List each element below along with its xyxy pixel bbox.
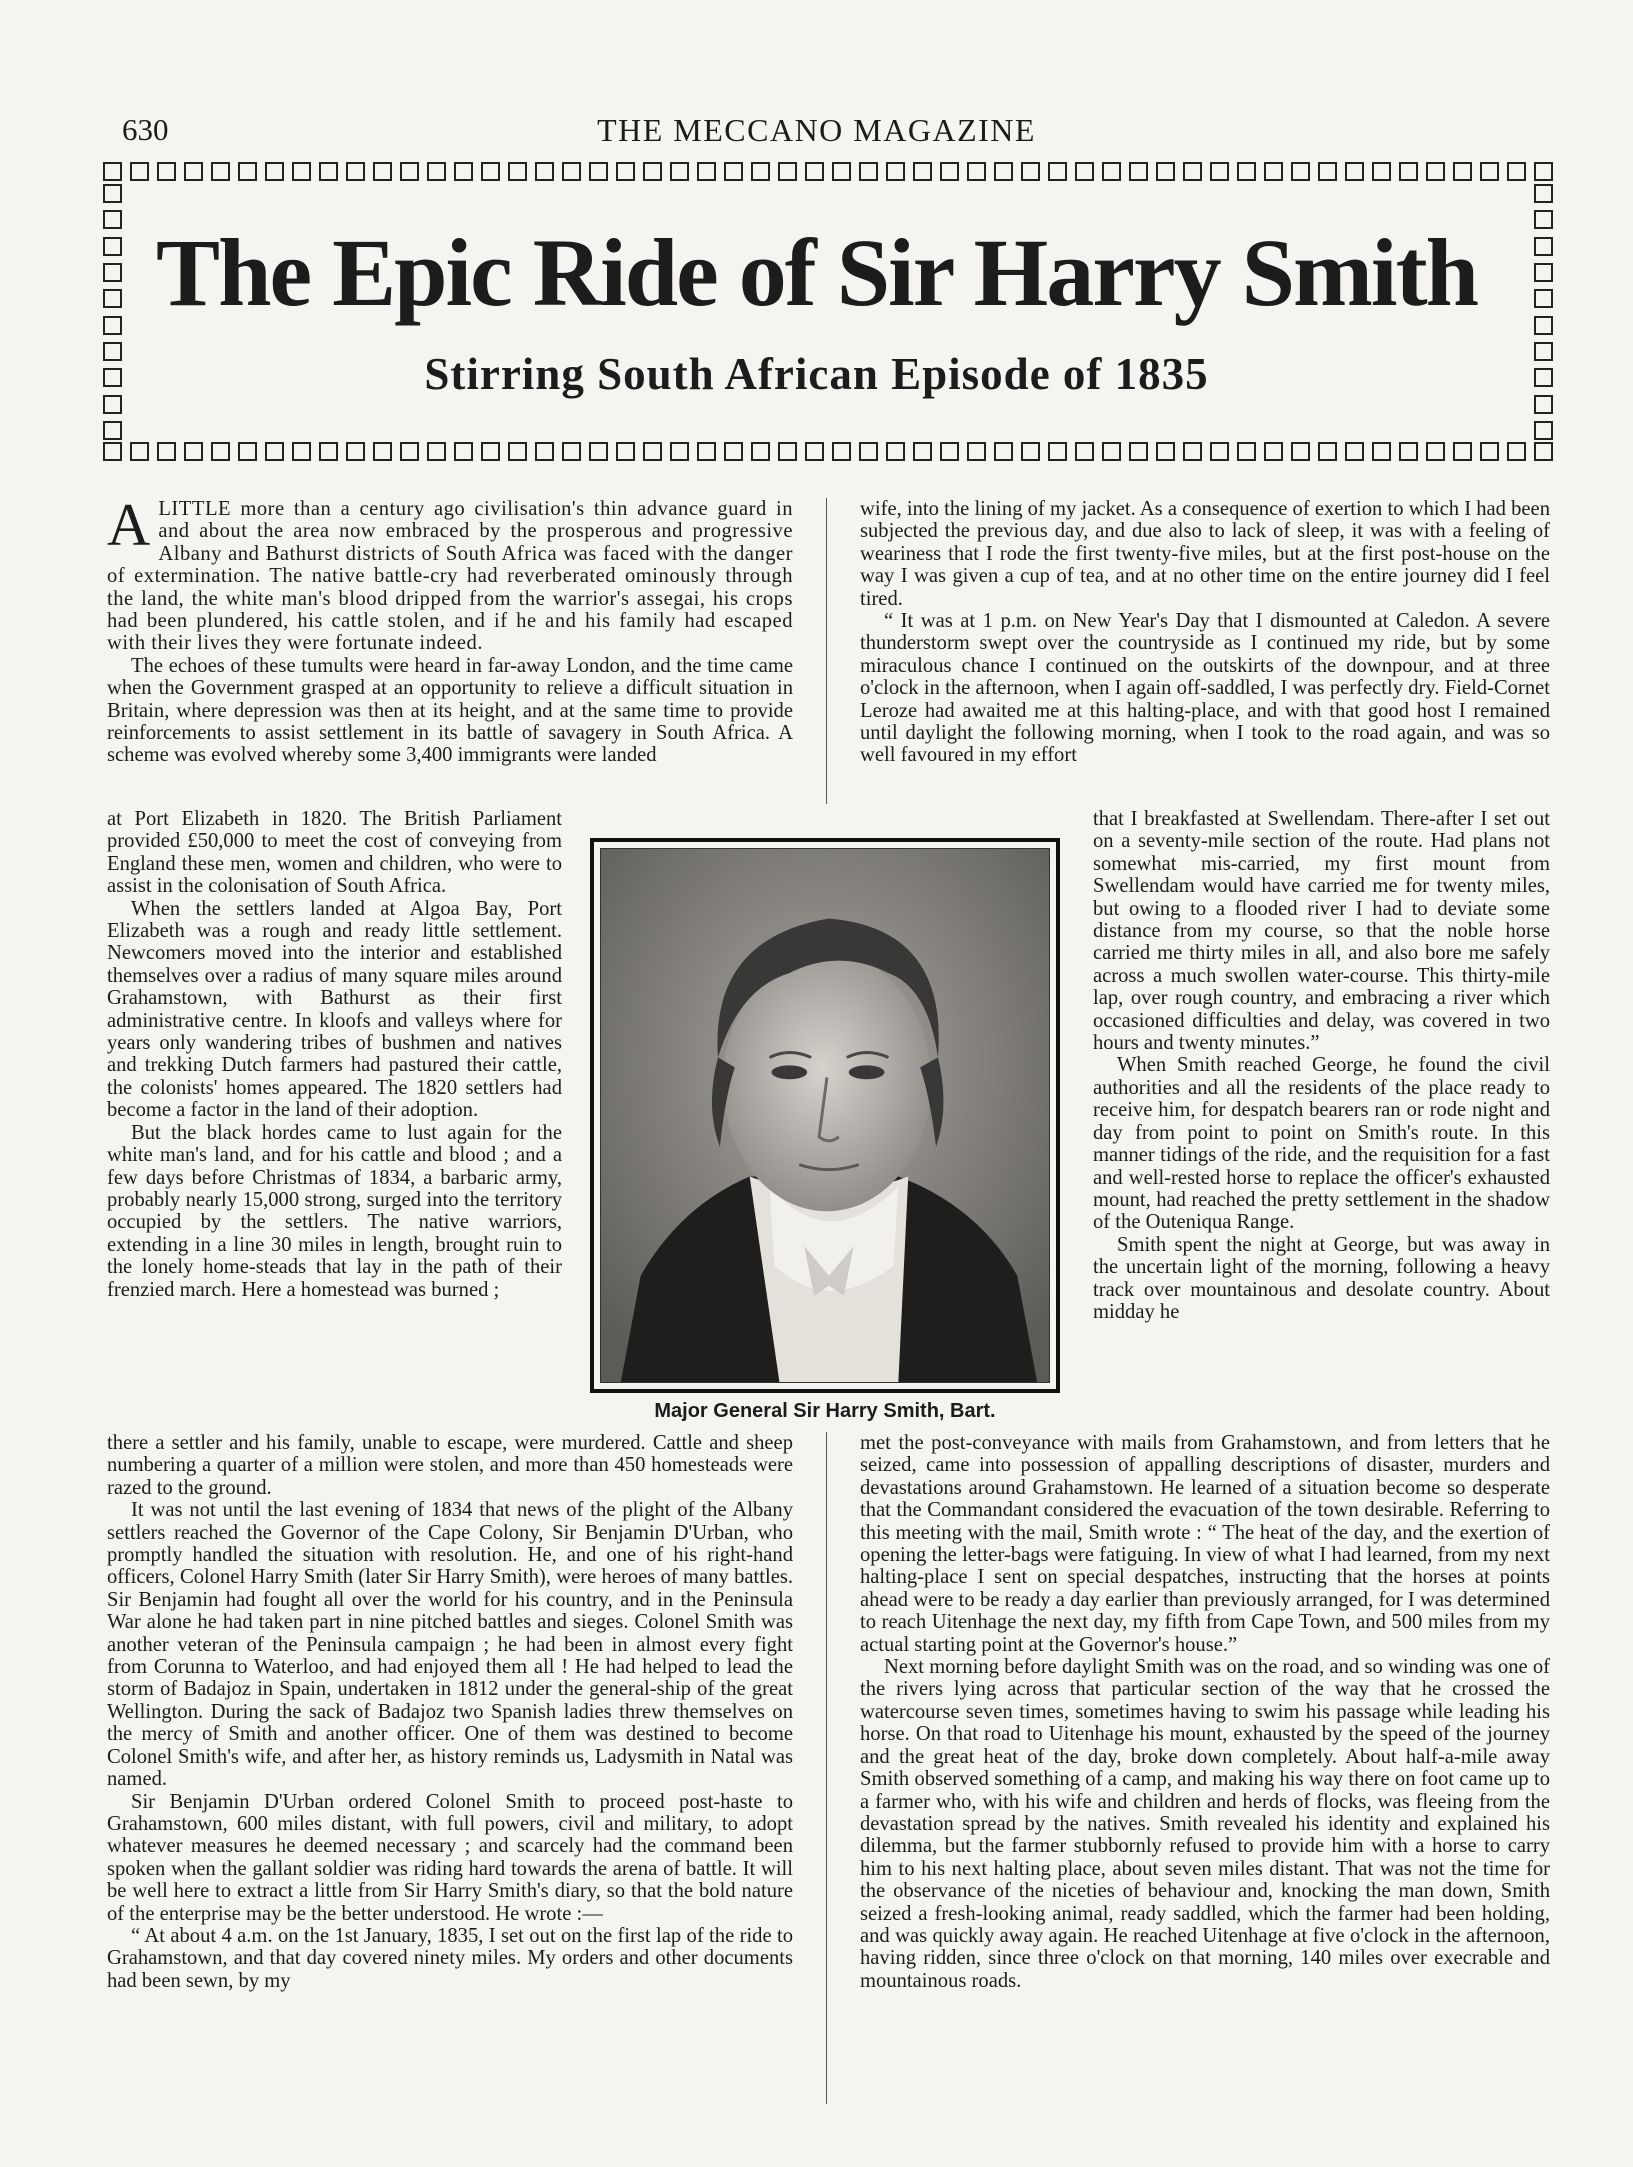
paragraph: Sir Benjamin D'Urban ordered Colonel Smith to proceed post-haste to Grahamstown, 600 miles distant, with full powers, civil and military, to adopt whatever measures he deemed necessary ; and scarcely had the command been spoken when the gallant soldier was riding hard towards the arena of battle. It will be well here to extract a little from Sir Harry Smith's diary, so that the bold nature of the enterprise may be the better understood. He wrote :— (107, 1790, 793, 1925)
border-square (1075, 442, 1094, 461)
magazine-title: THE MECCANO MAGAZINE (597, 112, 1036, 148)
border-square (1318, 162, 1337, 181)
column-divider (826, 1432, 827, 2104)
border-square (211, 442, 230, 461)
border-bottom-squares (103, 442, 1553, 462)
border-square (292, 162, 311, 181)
column-right-top (860, 498, 1550, 806)
border-square (1399, 162, 1418, 181)
border-square (913, 442, 932, 461)
border-square (1453, 162, 1472, 181)
paragraph: It was not until the last evening of 1834 that news of the plight of the Albany settlers reached the Governor of the Cape Colony, Sir Benjamin D'Urban, who promptly handled the situation with resolution. He, and one of his right-hand officers, Colonel Harry Smith (later Sir Harry Smith), were heroes of many battles. Sir Benjamin had fought all over the world for his country, and in the Peninsula War alone he had taken part in nine pitched battles and sieges. Colonel Smith was another veteran of the Peninsula campaign ; he had been in almost every fight from Corunna to Waterloo, and had enjoyed them all ! He had helped to lead the storm of Badajoz in Spain, undertaken in 1812 under the general-ship of the great Wellington. During the sack of Badajoz two Spanish ladies threw themselves on the mercy of Smith and another officer. One of them was destined to become Colonel Smith's wife, and after her, as history reminds us, Ladysmith in Natal was named. (107, 1499, 793, 1791)
border-square (238, 162, 257, 181)
border-square (103, 442, 122, 461)
border-square (1183, 442, 1202, 461)
border-square (265, 162, 284, 181)
border-square (1318, 442, 1337, 461)
border-square (589, 442, 608, 461)
border-square (562, 162, 581, 181)
border-square (1480, 162, 1499, 181)
border-square (157, 162, 176, 181)
paragraph: The echoes of these tumults were heard in far-away London, and the time came when the Government grasped at an opportunity to relieve a difficult situation in Britain, where depression was then at its height, and at the same time to provide reinforcements to assist settlement in its battle of savagery in South Africa. A scheme was evolved whereby some 3,400 immigrants were landed (107, 654, 793, 767)
border-square (562, 442, 581, 461)
running-head (0, 112, 1633, 152)
border-square (481, 442, 500, 461)
border-square (103, 395, 122, 414)
border-square (319, 442, 338, 461)
border-square (535, 162, 554, 181)
border-square (967, 162, 986, 181)
border-square (1264, 162, 1283, 181)
border-square (697, 162, 716, 181)
paragraph: at Port Elizabeth in 1820. The British Parliament provided £50,000 to meet the cost of conveying from England these men, women and children, who were to assist in the colonisation of South Africa. (107, 808, 562, 898)
border-square (535, 442, 554, 461)
border-square (130, 162, 149, 181)
border-square (751, 162, 770, 181)
border-square (670, 162, 689, 181)
article-subtitle: Stirring South African Episode of 1835 (424, 349, 1209, 399)
portrait-image (600, 848, 1050, 1383)
border-square (1291, 442, 1310, 461)
border-square (967, 442, 986, 461)
paragraph: Smith spent the night at George, but was away in the uncertain light of the morning, following a heavy track over mountainous and desolate country. About midday he (1093, 1233, 1550, 1323)
border-square (130, 442, 149, 461)
border-square (940, 442, 959, 461)
border-square (1156, 442, 1175, 461)
border-square (994, 162, 1013, 181)
border-square (373, 442, 392, 461)
border-square (454, 162, 473, 181)
border-square (1372, 442, 1391, 461)
border-square (157, 442, 176, 461)
border-square (1372, 162, 1391, 181)
border-square (103, 184, 122, 203)
border-square (1129, 162, 1148, 181)
border-square (1237, 162, 1256, 181)
border-square (1534, 421, 1553, 440)
border-square (346, 162, 365, 181)
border-square (1264, 442, 1283, 461)
border-square (589, 162, 608, 181)
border-square (886, 162, 905, 181)
border-square (616, 162, 635, 181)
border-square (832, 442, 851, 461)
paragraph: Next morning before daylight Smith was on the road, and so winding was one of the rivers lying across that particular section of the way that he crossed the watercourse seven times, sometimes having to swim his passage while leading his horse. On that road to Uitenhage his mount, exhausted by the speed of the journey and the great heat of the day, broke down completely. About half-a-mile away Smith observed something of a camp, and making his way there on foot came up to a farmer who, with his wife and children and herds of flocks, was fleeing from the devastation spread by the natives. Smith revealed his identity and explained his dilemma, but the farmer stubbornly refused to provide him with a horse to carry him to his next halting place, about seven miles distant. That was not the time for the observance of the niceties of behaviour and, knocking the man down, Smith seized a fresh-looking animal, ready saddled, which the farmer had been holding, and was quickly away again. He reached Uitenhage at five o'clock in the afternoon, having ridden, since three o'clock on that morning, 140 miles over execrable and mountainous roads. (860, 1656, 1550, 1992)
border-square (805, 442, 824, 461)
border-square (670, 442, 689, 461)
portrait-caption: Major General Sir Harry Smith, Bart. (654, 1400, 996, 1422)
portrait-illustration (601, 849, 1049, 1382)
paragraph: “ At about 4 a.m. on the 1st January, 1835, I set out on the first lap of the ride to Grahamstown, and that day covered ninety miles. My orders and other documents had been sewn, by my (107, 1924, 793, 1992)
border-square (940, 162, 959, 181)
border-square (805, 162, 824, 181)
paragraph: “ It was at 1 p.m. on New Year's Day that I dismounted at Caledon. A severe thunderstorm swept over the countryside as I continued my ride, but by some miraculous chance I continued on the outskirts of the downpour, and at three o'clock in the afternoon, when I again off-saddled, I was perfectly dry. Field-Cornet Leroze had awaited me at this halting-place, and with that good host I remained until daylight the following morning, when I took to the road again, and was so well favoured in my effort (860, 610, 1550, 767)
border-top-squares (103, 162, 1553, 182)
border-square (643, 162, 662, 181)
border-square (508, 162, 527, 181)
border-square (1399, 442, 1418, 461)
border-square (751, 442, 770, 461)
paragraph: When Smith reached George, he found the civil authorities and all the residents of the place ready to receive him, for despatch bearers ran or rode night and day from point to point on Smith's route. In this manner tidings of the ride, and the requisition for a fast and well-rested horse to replace the officer's exhausted mount, had reached the pretty settlement in the shadow of the Outeniqua Range. (1093, 1054, 1550, 1234)
border-square (859, 442, 878, 461)
border-square (1534, 162, 1553, 181)
border-square (1048, 162, 1067, 181)
border-square (616, 442, 635, 461)
border-square (1102, 162, 1121, 181)
border-square (1237, 442, 1256, 461)
article-title: The Epic Ride of Sir Harry Smith (156, 219, 1477, 326)
paragraph: wife, into the lining of my jacket. As a consequence of exertion to which I had been subjected the previous day, and due also to lack of sleep, it was with a feeling of weariness that I rode the first twenty-five miles, but at the first post-house on the way I was given a cup of tea, and at no other time on the entire journey did I feel tired. (860, 498, 1550, 610)
border-square (508, 442, 527, 461)
paragraph: When the settlers landed at Algoa Bay, Port Elizabeth was a rough and ready little settlement. Newcomers moved into the interior and established themselves over a radius of many square miles around Grahamstown, with Bathurst as their first administrative centre. In kloofs and valleys where for years only wandering tribes of bushmen and natives and trekking Dutch farmers had pastured their cattle, the colonists' homes appeared. The 1820 settlers had become a factor in the land of their adoption. (107, 897, 562, 1122)
border-square (1345, 162, 1364, 181)
paragraph: A LITTLE more than a century ago civilisation's thin advance guard in and about the area now embraced by the prosperous and progressive Albany and Bathurst districts of South Africa was faced with the danger of extermination. The native battle-cry had reverberated ominously through the land, the white man's blood dripped from the warrior's assegai, his crops had been plundered, his cattle stolen, and if he and his family had escaped with their lives they were fortunate indeed. (107, 498, 793, 655)
border-square (427, 162, 446, 181)
border-square (724, 442, 743, 461)
border-square (697, 442, 716, 461)
border-square (994, 442, 1013, 461)
border-square (184, 162, 203, 181)
border-square (211, 162, 230, 181)
column-left-top (107, 498, 793, 804)
border-square (913, 162, 932, 181)
border-square (1480, 442, 1499, 461)
border-square (1507, 162, 1526, 181)
portrait-frame (590, 838, 1060, 1393)
column-left-middle (107, 808, 562, 1430)
border-square (1291, 162, 1310, 181)
border-square (1534, 395, 1553, 414)
column-right-middle (1093, 808, 1550, 1430)
border-square (184, 442, 203, 461)
border-square (1021, 162, 1040, 181)
border-square (859, 162, 878, 181)
border-square (1534, 442, 1553, 461)
border-square (1210, 162, 1229, 181)
border-square (643, 442, 662, 461)
border-square (319, 162, 338, 181)
border-square (265, 442, 284, 461)
border-square (454, 442, 473, 461)
paragraph: that I breakfasted at Swellendam. There-after I set out on a seventy-mile section of the route. Had plans not somewhat mis-carried, my first mount from Swellendam would have carried me for twenty miles, but owing to a flooded river I had to deviate some distance from my course, so that the noble horse carried me thirty miles in all, and also bore me safely across a much swollen water-course. This thirty-mile lap, over rough country, and embracing a river which occasioned difficulties and delay, was covered in two hours and twenty minutes.” (1093, 808, 1550, 1055)
border-square (724, 162, 743, 181)
border-square (1345, 442, 1364, 461)
drop-cap: A (107, 498, 151, 558)
border-square (1129, 442, 1148, 461)
border-square (292, 442, 311, 461)
paragraph: met the post-conveyance with mails from Grahamstown, and from letters that he seized, came into possession of appalling descriptions of disaster, murders and devastations around Grahamstown. He learned of a situation become so desperate that the Commandant considered the evacuation of the town desirable. Referring to this meeting with the mail, Smith wrote : “ The heat of the day, and the exertion of opening the letter-bags were fatiguing. In view of what I had learned, from my next halting-place I sent on special despatches, instructing that the horses at points ahead were to be ready a day earlier than previously arranged, for I was determined to reach Uitenhage the next day, my fifth from Cape Town, and 500 miles from my actual starting point at the Governor's house.” (860, 1432, 1550, 1656)
border-square (400, 162, 419, 181)
border-square (1102, 442, 1121, 461)
border-square (1426, 162, 1445, 181)
border-square (1156, 162, 1175, 181)
paragraph: there a settler and his family, unable to escape, were murdered. Cattle and sheep numbering a quarter of a million were stolen, and more than 450 homesteads were razed to the ground. (107, 1432, 793, 1499)
border-square (1075, 162, 1094, 181)
border-square (1048, 442, 1067, 461)
border-square (778, 162, 797, 181)
border-square (400, 442, 419, 461)
border-square (832, 162, 851, 181)
border-square (886, 442, 905, 461)
column-divider (826, 498, 827, 804)
border-square (238, 442, 257, 461)
border-square (1534, 184, 1553, 203)
border-square (778, 442, 797, 461)
border-square (427, 442, 446, 461)
border-square (1210, 442, 1229, 461)
border-square (373, 162, 392, 181)
border-square (103, 162, 122, 181)
border-square (1183, 162, 1202, 181)
border-square (1507, 442, 1526, 461)
column-right-bottom (860, 1432, 1550, 2104)
border-square (346, 442, 365, 461)
border-square (1453, 442, 1472, 461)
page-number: 630 (122, 112, 169, 147)
paragraph: But the black hordes came to lust again for the white man's land, and for his cattle and blood ; and a few days before Christmas of 1834, a barbaric army, probably nearly 15,000 strong, surged into the territory occupied by the settlers. The native warriors, extending in a line 30 miles in length, brought ruin to the lonely home-steads that lay in the path of their frenzied march. Here a homestead was burned ; (107, 1121, 562, 1301)
column-left-bottom (107, 1432, 793, 2104)
border-square (1021, 442, 1040, 461)
border-square (103, 421, 122, 440)
border-square (1426, 442, 1445, 461)
border-square (481, 162, 500, 181)
